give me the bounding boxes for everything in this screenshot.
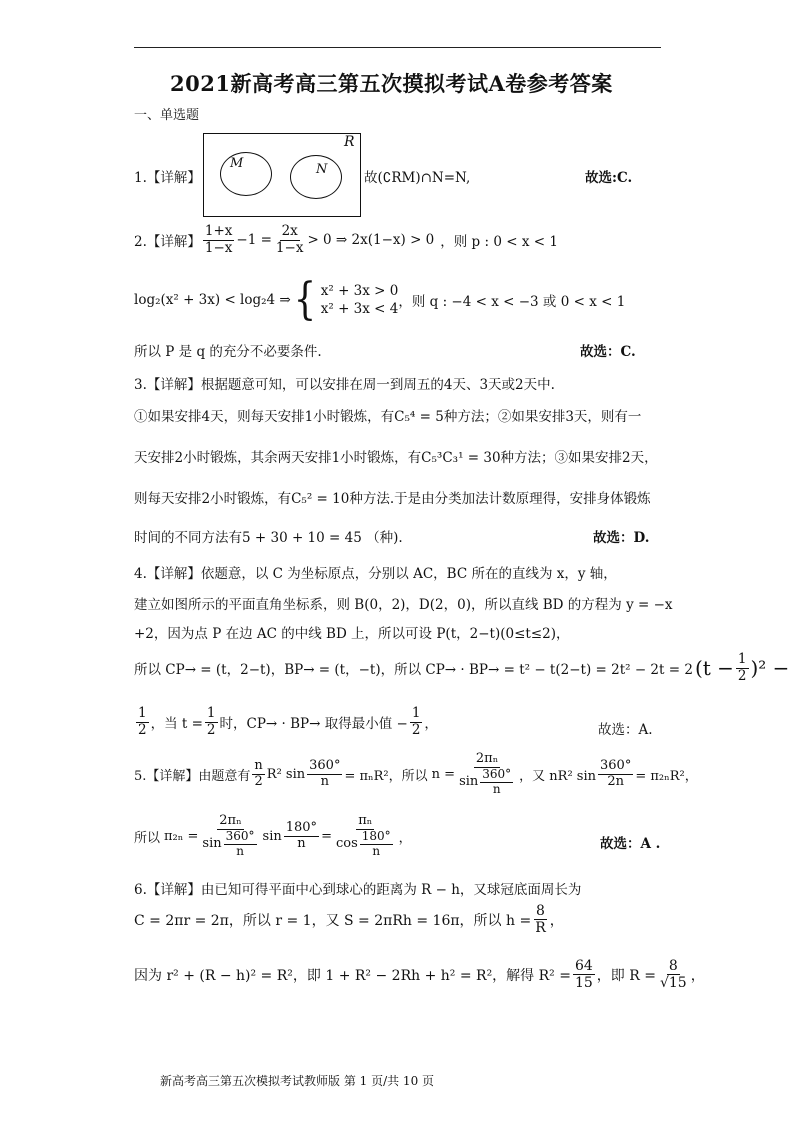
q2-system <box>291 274 399 325</box>
q5-frac-d <box>200 814 260 859</box>
q4-fc-num: 1 <box>411 705 421 721</box>
q4-paren-close: )² − <box>750 656 790 681</box>
venn-diagram <box>203 133 361 217</box>
q3-line3: 天安排2小时锻炼，其余两天安排1小时锻炼，有C₅³C₃¹ = 30种方法；③如果安排2天， <box>134 450 658 466</box>
q5-eq: = <box>321 828 332 844</box>
q2-q-condition: ，则 q : −4 < x < −3 或 0 < x < 1 <box>398 294 626 310</box>
q5-fn-den: 2 <box>254 773 263 789</box>
q5-n-eq: n = <box>431 766 456 782</box>
q6-fr-num: 8 <box>668 958 678 974</box>
q5-fd-inner-den: n <box>236 843 244 858</box>
q6-fh-den: R <box>535 920 546 937</box>
q5-fe-den: n <box>297 835 306 851</box>
q6-line1: 6.【详解】由已知可得平面中心到球心的距离为 R − h，又球冠底面周长为 <box>134 882 582 898</box>
q5-fb-inner <box>480 768 513 797</box>
q5-comma: ， <box>398 830 412 846</box>
q4-half-num: 1 <box>737 651 747 667</box>
q4-dot-product: 所以 CP→ = (t，2−t)，BP→ = (t，−t)，所以 CP→ · BP→ = t² − t(2−t) = 2t² − 2t = 2 <box>134 662 693 679</box>
q5-fb-inner-num: 360° <box>482 766 512 781</box>
q4-line5 <box>134 706 438 738</box>
q4-line4 <box>134 652 789 684</box>
q6-r-eq: ，即 R = <box>596 967 656 984</box>
q4-fraction-half <box>736 652 749 684</box>
q5-fc-num: 360° <box>600 757 632 773</box>
q5-frac-b <box>457 752 517 797</box>
q5-fb-den <box>457 768 517 797</box>
q3-line1: 3.【详解】根据题意可知，可以安排在周一到周五的4天、3天或2天中. <box>134 377 555 393</box>
q5-r2: = πₙR²，所以 <box>344 768 428 784</box>
q5-fd-inner-num: 360° <box>225 828 255 843</box>
q2-line2 <box>134 274 626 325</box>
q5-fd-inner <box>224 830 257 859</box>
q5-frac-e <box>284 821 319 852</box>
q5-frac-n2 <box>252 759 264 790</box>
q5-frac-c <box>598 759 633 790</box>
q2-answer: 故选：C. <box>580 344 636 360</box>
q5-frac-f <box>334 814 397 859</box>
q5-line1 <box>134 752 698 797</box>
q2-log-inequality: log₂(x² + 3x) < log₂4 ⇒ <box>134 292 291 308</box>
q5-fd-num: 2πₙ <box>219 813 242 828</box>
q4-fraction-b <box>205 706 218 738</box>
q3-line4: 则每天安排2小时锻炼，有C₅² = 10种方法.于是由分类加法计数原理得，安排身体锻炼 <box>134 491 651 507</box>
q3-answer: 故选：D. <box>593 530 650 546</box>
q5-frac-a <box>307 759 342 790</box>
q5-fb-sin: sin <box>459 773 479 789</box>
q2-conclusion: 所以 P 是 q 的充分不必要条件. <box>134 344 322 360</box>
q5-ff-inner-num: 180° <box>361 828 391 843</box>
q2-tail: > 0 ⇒ 2x(1−x) > 0 <box>307 232 435 249</box>
q6-circumference: C = 2πr = 2π，所以 r = 1，又 S = 2πRh = 16π，所以 h = <box>134 912 532 929</box>
q5-ff-inner-den: n <box>372 843 381 858</box>
q5-fe-num: 180° <box>285 819 318 835</box>
q2-mid: −1 = <box>236 232 272 249</box>
q5-r4: = π₂ₙR²， <box>635 768 698 784</box>
q4-fraction-c <box>410 706 423 738</box>
q2-f1-num: 1+x <box>204 223 233 239</box>
q5-fd-den <box>200 830 260 859</box>
venn-set-m-label: M <box>230 156 244 171</box>
q4-min-value: 时，CP→ · BP→ 取得最小值 − <box>219 716 408 733</box>
q6-fh-num: 8 <box>536 903 545 919</box>
q5-ff-cos: cos <box>335 835 358 851</box>
q6-equation: 因为 r² + (R − h)² = R²，即 1 + R² − 2Rh + h² = R²，解得 R² = <box>134 967 571 984</box>
q5-fn-num: n <box>254 757 263 773</box>
q5-lhs: π₂ₙ = <box>164 828 199 844</box>
q2-system-eq1: x² + 3x > 0 <box>320 282 399 299</box>
q6-comma-2: ， <box>690 967 705 984</box>
q5-fc-den: 2n <box>607 773 624 789</box>
q4-answer: 故选：A. <box>598 722 653 738</box>
page-footer: 新高考高三第五次模拟考试教师版 第 1 页/共 10 页 <box>160 1074 435 1088</box>
q4-fb-num: 1 <box>206 705 216 721</box>
q6-line3 <box>134 958 705 991</box>
venn-set-n-label: N <box>316 162 328 177</box>
brace-symbol: { <box>293 274 316 325</box>
q5-sin: sin <box>262 828 282 844</box>
q4-when-t: ，当 t = <box>150 716 203 733</box>
q4-paren-open: (t − <box>694 656 734 681</box>
q5-ff-num: πₙ <box>358 813 373 828</box>
q2-fraction-2 <box>274 224 306 256</box>
q5-fd-sin: sin <box>202 835 222 851</box>
q6-frac-r <box>658 958 689 991</box>
q5-so: 所以 <box>134 830 161 846</box>
q4-comma: ， <box>424 716 438 733</box>
q5-ff-inner <box>360 830 393 859</box>
q5-answer: 故选：A . <box>600 836 661 852</box>
q6-line2 <box>134 903 564 936</box>
q6-fr-den: √15 <box>659 975 687 992</box>
q5-r1: R² sin <box>266 766 306 782</box>
q6-fr2-den: 15 <box>574 975 593 992</box>
q4-line3: +2，因为点 P 在边 AC 的中线 BD 上，所以可设 P(t，2−t)(0≤t≤2)， <box>134 626 570 642</box>
q2-f2-num: 2x <box>281 223 298 239</box>
q4-line2: 建立如图所示的平面直角坐标系，则 B(0，2)，D(2，0)，所以直线 BD 的方程为 y = −x <box>134 597 673 613</box>
q6-comma-1: ， <box>549 912 564 929</box>
q5-fa-den: n <box>320 773 329 789</box>
q2-line1 <box>134 224 558 256</box>
q4-line1: 4.【详解】依题意，以 C 为坐标原点，分别以 AC，BC 所在的直线为 x，y 轴， <box>134 566 617 582</box>
q5-line2 <box>134 814 412 859</box>
q2-p-condition: ，则 p : 0 < x < 1 <box>440 234 558 251</box>
q4-fa-den: 2 <box>138 721 147 738</box>
q2-f2-den: 1−x <box>275 239 304 256</box>
venn-universal-label: R <box>344 134 355 150</box>
q5-fb-inner-den: n <box>492 781 501 796</box>
q5-r3: ，又 nR² sin <box>519 768 597 784</box>
q4-fa-num: 1 <box>138 705 147 721</box>
q2-system-eq2: x² + 3x < 4 <box>320 301 399 317</box>
q5-fb-num: 2πₙ <box>475 751 499 766</box>
q6-frac-r2 <box>573 958 595 991</box>
q5-ff-den <box>334 830 397 859</box>
section-heading: 一、单选题 <box>134 108 200 123</box>
q2-fraction-1 <box>203 224 235 256</box>
q4-fraction-a <box>136 706 149 738</box>
q4-fc-den: 2 <box>411 721 421 738</box>
q2-label: 2.【详解】 <box>134 234 201 251</box>
q2-f1-den: 1−x <box>204 239 233 256</box>
q3-line2: ①如果安排4天，则每天安排1小时锻炼，有C₅⁴ = 5种方法；②如果安排3天，则有一 <box>134 409 642 425</box>
q6-fr2-num: 64 <box>574 958 593 974</box>
q4-half-den: 2 <box>737 667 747 684</box>
q6-frac-h <box>533 903 548 936</box>
q5-fa-num: 360° <box>309 757 341 773</box>
q1-text: 故(∁RM)∩N=N, <box>364 170 471 186</box>
header-rule <box>134 47 661 48</box>
q5-label: 5.【详解】由题意有 <box>134 768 251 784</box>
q1-answer: 故选:C. <box>585 170 633 186</box>
venn-set-m <box>220 152 272 196</box>
q4-fb-den: 2 <box>206 721 216 738</box>
q3-line5: 时间的不同方法有5 + 30 + 10 = 45 （种). <box>134 530 403 546</box>
q1-label: 1.【详解】 <box>134 170 201 186</box>
page-title: 2021新高考高三第五次摸拟考试A卷参考答案 <box>170 71 613 96</box>
